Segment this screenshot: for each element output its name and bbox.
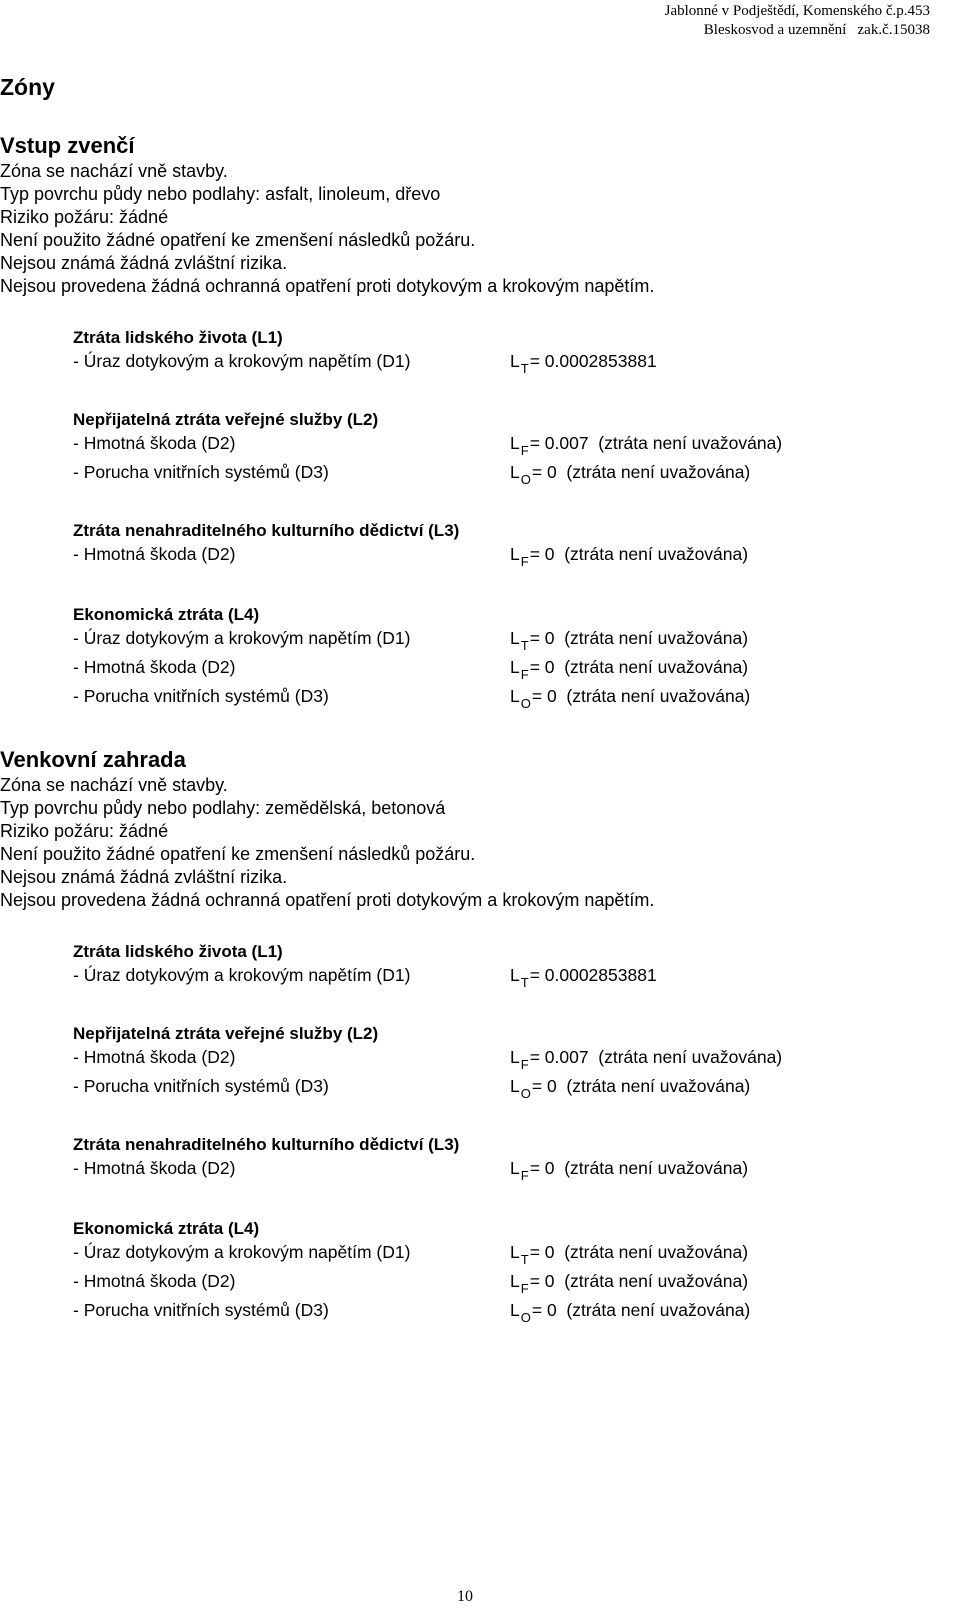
loss-symbol: L	[510, 462, 520, 482]
loss-group	[73, 519, 940, 571]
loss-row-label: - Úraz dotykovým a krokovým napětím (D1)	[73, 351, 411, 371]
loss-row	[73, 1074, 940, 1103]
loss-value-text: = 0 (ztráta není uvažována)	[529, 1242, 749, 1262]
loss-group-title: Ztráta nenahraditelného kulturního dědictví (L3)	[73, 1135, 460, 1154]
loss-row-value	[510, 1271, 748, 1296]
zone-title: Venkovní zahrada	[0, 747, 186, 772]
zone-description-line: Není použito žádné opatření ke zmenšení následků požáru.	[0, 844, 476, 864]
zone-description-line: Zóna se nachází vně stavby.	[0, 161, 228, 181]
header-line-2: Bleskosvod a uzemnění zak.č.15038	[703, 22, 930, 38]
loss-row-label: - Úraz dotykovým a krokovým napětím (D1)	[73, 965, 411, 985]
loss-value-text: = 0 (ztráta není uvažována)	[529, 1271, 749, 1291]
loss-symbol-subscript: T	[520, 361, 529, 376]
zone-description-line: Typ povrchu půdy nebo podlahy: asfalt, linoleum, dřevo	[0, 184, 441, 204]
zone-description-line: Nejsou známá žádná zvláštní rizika.	[0, 253, 288, 273]
loss-symbol-subscript: T	[520, 1252, 529, 1267]
loss-symbol: L	[510, 1158, 520, 1178]
loss-group-title: Nepřijatelná ztráta veřejné služby (L2)	[73, 1024, 379, 1043]
loss-value-text: = 0 (ztráta není uvažována)	[531, 1300, 751, 1320]
zone-title: Vstup zvenčí	[0, 133, 135, 158]
zone-description-line: Riziko požáru: žádné	[0, 821, 169, 841]
loss-value-text: = 0 (ztráta není uvažována)	[529, 544, 749, 564]
loss-group-title: Ztráta lidského života (L1)	[73, 328, 283, 347]
loss-symbol-subscript: T	[520, 638, 529, 653]
loss-symbol: L	[510, 965, 520, 985]
loss-row	[73, 460, 940, 489]
loss-symbol-subscript: O	[520, 1086, 531, 1101]
loss-symbol: L	[510, 1076, 520, 1096]
loss-symbol-subscript: F	[520, 1168, 529, 1183]
loss-row	[73, 684, 940, 713]
zone-description-line: Není použito žádné opatření ke zmenšení následků požáru.	[0, 230, 476, 250]
page-number: 10	[457, 1588, 473, 1605]
loss-group	[73, 940, 940, 992]
loss-symbol: L	[510, 433, 520, 453]
loss-symbol-subscript: T	[520, 975, 529, 990]
loss-symbol: L	[510, 1271, 520, 1291]
zone-description-line: Nejsou provedena žádná ochranná opatření proti dotykovým a krokovým napětím.	[0, 890, 655, 910]
zone-description-line: Riziko požáru: žádné	[0, 207, 169, 227]
loss-group	[73, 408, 940, 489]
loss-row-label: - Hmotná škoda (D2)	[73, 1047, 236, 1067]
loss-group	[73, 326, 940, 378]
loss-group-title: Nepřijatelná ztráta veřejné služby (L2)	[73, 410, 379, 429]
loss-row-value	[510, 351, 657, 376]
loss-row	[73, 655, 940, 684]
zone-description-line: Typ povrchu půdy nebo podlahy: zemědělská, betonová	[0, 798, 446, 818]
loss-symbol: L	[510, 657, 520, 677]
page-title: Zóny	[0, 74, 55, 100]
loss-row	[73, 1240, 940, 1269]
loss-group	[73, 1133, 940, 1185]
loss-group	[73, 1217, 940, 1327]
loss-row-value	[510, 628, 748, 653]
loss-group-title: Ekonomická ztráta (L4)	[73, 1219, 260, 1238]
loss-group	[73, 1022, 940, 1103]
loss-symbol-subscript: F	[520, 443, 529, 458]
loss-row-value	[510, 544, 748, 569]
loss-row-label: - Porucha vnitřních systémů (D3)	[73, 1076, 329, 1096]
page-header	[665, 2, 930, 40]
loss-value-text: = 0 (ztráta není uvažována)	[531, 686, 751, 706]
loss-value-text: = 0 (ztráta není uvažována)	[531, 462, 751, 482]
loss-symbol-subscript: F	[520, 667, 529, 682]
loss-group	[73, 603, 940, 713]
loss-row-value	[510, 1300, 750, 1325]
loss-row-label: - Porucha vnitřních systémů (D3)	[73, 462, 329, 482]
loss-row-value	[510, 1242, 748, 1267]
loss-symbol-subscript: F	[520, 1281, 529, 1296]
loss-row-label: - Hmotná škoda (D2)	[73, 433, 236, 453]
loss-row-label: - Hmotná škoda (D2)	[73, 544, 236, 564]
zone-description-line: Nejsou provedena žádná ochranná opatření proti dotykovým a krokovým napětím.	[0, 276, 655, 296]
loss-value-text: = 0 (ztráta není uvažována)	[529, 1158, 749, 1178]
zone-description-line: Zóna se nachází vně stavby.	[0, 775, 228, 795]
loss-symbol: L	[510, 686, 520, 706]
loss-symbol: L	[510, 628, 520, 648]
loss-value-text: = 0 (ztráta není uvažována)	[531, 1076, 751, 1096]
loss-row-label: - Porucha vnitřních systémů (D3)	[73, 686, 329, 706]
loss-value-text: = 0.007 (ztráta není uvažována)	[529, 1047, 783, 1067]
loss-row-value	[510, 1158, 748, 1183]
loss-row-label: - Hmotná škoda (D2)	[73, 657, 236, 677]
loss-row	[73, 349, 940, 378]
loss-symbol: L	[510, 1047, 520, 1067]
zone-section	[0, 746, 940, 1327]
loss-row	[73, 1156, 940, 1185]
loss-row-label: - Hmotná škoda (D2)	[73, 1158, 236, 1178]
loss-row-value	[510, 462, 750, 487]
loss-group-title: Ztráta nenahraditelného kulturního dědictví (L3)	[73, 521, 460, 540]
loss-value-text: = 0 (ztráta není uvažována)	[529, 657, 749, 677]
loss-row-value	[510, 433, 782, 458]
loss-group-title: Ztráta lidského života (L1)	[73, 942, 283, 961]
loss-symbol: L	[510, 1300, 520, 1320]
loss-row	[73, 431, 940, 460]
loss-symbol: L	[510, 351, 520, 371]
loss-symbol: L	[510, 544, 520, 564]
loss-row-value	[510, 686, 750, 711]
loss-symbol: L	[510, 1242, 520, 1262]
zone-description-line: Nejsou známá žádná zvláštní rizika.	[0, 867, 288, 887]
loss-value-text: = 0 (ztráta není uvažována)	[529, 628, 749, 648]
loss-row-value	[510, 965, 657, 990]
loss-symbol-subscript: O	[520, 1310, 531, 1325]
loss-row	[73, 1298, 940, 1327]
loss-symbol-subscript: F	[520, 1057, 529, 1072]
loss-symbol-subscript: O	[520, 696, 531, 711]
loss-row	[73, 626, 940, 655]
loss-row-value	[510, 1076, 750, 1101]
loss-row	[73, 963, 940, 992]
loss-value-text: = 0.0002853881	[529, 965, 657, 985]
zone-section	[0, 132, 940, 713]
loss-row	[73, 542, 940, 571]
loss-value-text: = 0.007 (ztráta není uvažována)	[529, 433, 783, 453]
loss-row-value	[510, 657, 748, 682]
loss-row	[73, 1045, 940, 1074]
loss-row-label: - Porucha vnitřních systémů (D3)	[73, 1300, 329, 1320]
loss-row-label: - Úraz dotykovým a krokovým napětím (D1)	[73, 628, 411, 648]
loss-symbol-subscript: O	[520, 472, 531, 487]
loss-row-value	[510, 1047, 782, 1072]
loss-value-text: = 0.0002853881	[529, 351, 657, 371]
loss-row-label: - Hmotná škoda (D2)	[73, 1271, 236, 1291]
loss-group-title: Ekonomická ztráta (L4)	[73, 605, 260, 624]
loss-row-label: - Úraz dotykovým a krokovým napětím (D1)	[73, 1242, 411, 1262]
loss-symbol-subscript: F	[520, 554, 529, 569]
header-line-1: Jablonné v Podještědí, Komenského č.p.453	[664, 3, 930, 19]
loss-row	[73, 1269, 940, 1298]
